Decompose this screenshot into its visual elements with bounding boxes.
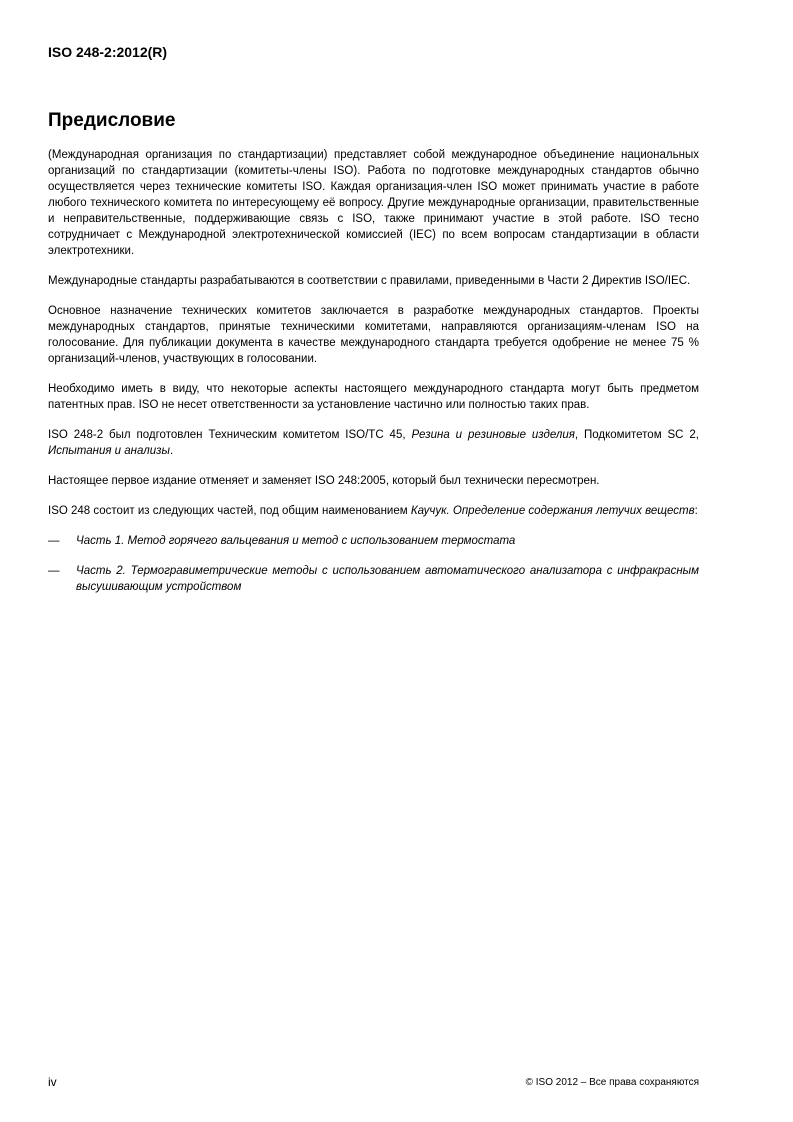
subcommittee-title: Испытания и анализы <box>48 445 170 457</box>
parts-intro-text: ISO 248 состоит из следующих частей, под общим наименованием <box>48 505 411 517</box>
paragraph-directives: Международные стандарты разрабатываются в соответствии с правилами, приведенными в Части 2 Директив ISO/IEC. <box>48 275 691 287</box>
paragraph-iso-description: (Международная организация по стандартизации) представляет собой международное объединение национальных организаций по стандартизации (комитеты-члены ISO). Работа по подготовке международных стандартов обычно осуществляется через технические комитеты ISO. Каждая организация-член ISO может принимать участие в работе любого технического комитета по интересующему её вопросу. Другие международные организации, правительственные и неправительственные, поддерживающие связь с ISO, также принимают участие в этой работе. ISO тесно сотрудничает с Международной электротехнической комиссией (IEC) по всем вопросам стандартизации в области электротехники. <box>48 149 699 257</box>
parts-list <box>48 533 699 595</box>
part-title: Часть 2. Термогравиметрические методы с использованием автоматического анализатора с инфракрасным высушивающим устройством <box>76 565 699 593</box>
page-number: iv <box>48 1075 57 1089</box>
list-item-part-1 <box>48 533 699 549</box>
list-item-part-2 <box>48 563 699 595</box>
page-title: Предисловие <box>48 110 176 131</box>
paragraph-committee-purpose: Основное назначение технических комитетов заключается в разработке международных стандартов. Проекты международных стандартов, принятые техническими комитетами, направляются организациям-членам ISO на голосование. Для публикации документа в качестве международного стандарта требуется одобрение не менее 75 % организаций-членов, участвующих в голосовании. <box>48 305 699 365</box>
prepared-by-end: . <box>169 445 174 457</box>
dash-bullet: — <box>48 565 60 577</box>
dash-bullet: — <box>48 535 60 547</box>
prepared-by-text: ISO 248-2 был подготовлен Техническим комитетом ISO/TC 45, <box>48 429 412 441</box>
copyright-notice: © ISO 2012 – Все права сохраняются <box>525 1077 699 1088</box>
prepared-by-subcommittee: , Подкомитетом SC 2, <box>574 429 699 441</box>
part-title: Часть 1. Метод горячего вальцевания и метод с использованием термостата <box>76 535 516 547</box>
paragraph-patent-rights: Необходимо иметь в виду, что некоторые аспекты настоящего международного стандарта могут быть предметом патентных прав. ISO не несет ответственности за установление частично или полностью таких прав. <box>48 383 699 411</box>
paragraph-edition: Настоящее первое издание отменяет и заменяет ISO 248:2005, который был технически пересмотрен. <box>48 475 600 487</box>
foreword-body <box>48 147 699 609</box>
paragraph-prepared-by <box>48 427 699 459</box>
parts-intro-end: : <box>694 505 698 517</box>
paragraph-parts-intro <box>48 503 699 519</box>
committee-title: Резина и резиновые изделия <box>411 429 575 441</box>
general-title: Каучук. Определение содержания летучих веществ <box>410 505 695 517</box>
document-id: ISO 248-2:2012(R) <box>48 44 168 60</box>
